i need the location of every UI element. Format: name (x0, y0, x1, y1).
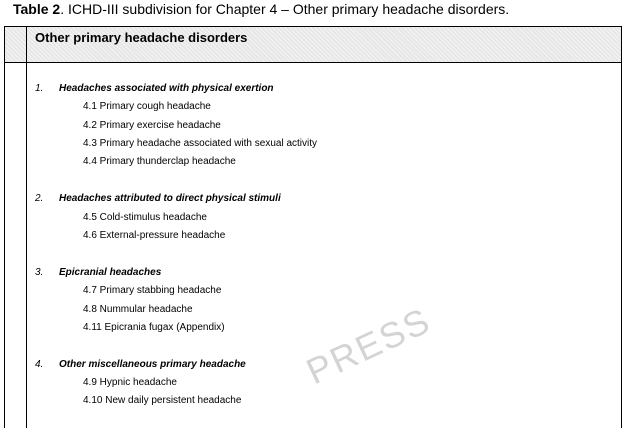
table-label: Table 2 (13, 1, 61, 17)
table-caption (13, 1, 509, 17)
group-3-title: Epicranial headaches (59, 267, 162, 278)
group-4-number: 4. (35, 359, 44, 370)
press-watermark: PRESS (300, 299, 438, 393)
group-4-title: Other miscellaneous primary headache (59, 359, 246, 370)
list-item: 4.11 Epicrania fugax (Appendix) (83, 322, 225, 333)
classification-table (4, 26, 622, 428)
list-item: 4.7 Primary stabbing headache (83, 285, 222, 296)
list-item: 4.5 Cold-stimulus headache (83, 212, 207, 223)
group-2-number: 2. (35, 193, 44, 204)
list-item: 4.4 Primary thunderclap headache (83, 156, 236, 167)
table-caption-text: . ICHD-III subdivision for Chapter 4 – Other primary headache disorders. (60, 1, 510, 17)
column-divider (26, 27, 27, 428)
list-item: 4.6 External-pressure headache (83, 230, 226, 241)
table-header-title: Other primary headache disorders (35, 30, 248, 45)
list-item: 4.2 Primary exercise headache (83, 120, 221, 131)
group-1-number: 1. (35, 83, 44, 94)
list-item: 4.8 Nummular headache (83, 304, 193, 315)
group-2-title: Headaches attributed to direct physical stimuli (59, 193, 281, 204)
list-item: 4.1 Primary cough headache (83, 101, 211, 112)
group-1-title: Headaches associated with physical exertion (59, 83, 274, 94)
list-item: 4.9 Hypnic headache (83, 377, 177, 388)
table-header-row (5, 27, 621, 63)
list-item: 4.3 Primary headache associated with sexual activity (83, 138, 318, 149)
list-item: 4.10 New daily persistent headache (83, 395, 242, 406)
group-3-number: 3. (35, 267, 44, 278)
